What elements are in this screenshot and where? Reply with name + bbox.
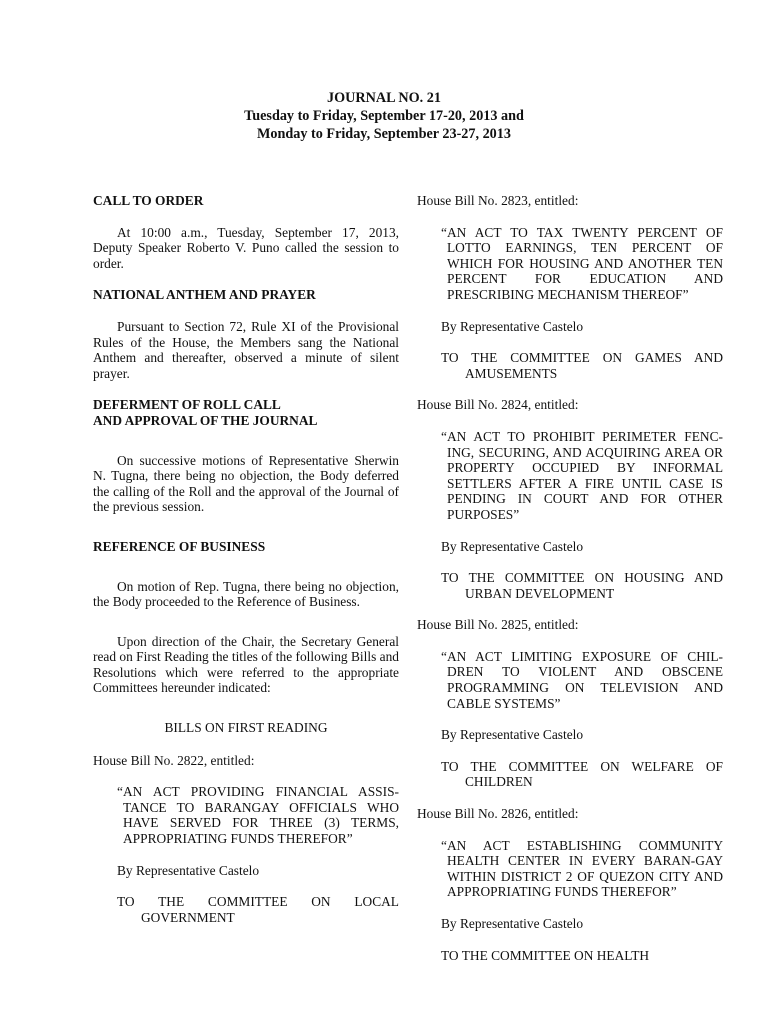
deferment-text: On successive motions of Representative Sherwin N. Tugna, there being no objection, the Body deferred the calling of the Roll and the approval of the Journal of the previous session. xyxy=(93,452,399,515)
right-column xyxy=(417,193,723,963)
hb2823-by: By Representative Castelo xyxy=(441,318,584,334)
hb2823-text: “AN ACT TO TAX TWENTY PERCENT OF LOTTO EARNINGS, TEN PERCENT OF WHICH FOR HOUSING AND ANOTHER TEN PERCENT FOR EDUCATION AND PRESCRIBING MECHANISM THEREOF” xyxy=(441,224,723,302)
reference-heading: REFERENCE OF BUSINESS xyxy=(93,538,266,554)
hb2825-by: By Representative Castelo xyxy=(441,727,584,743)
journal-dates-line2: Monday to Friday, September 23-27, 2013 xyxy=(257,126,511,142)
hb2826-by: By Representative Castelo xyxy=(441,916,584,931)
journal-header xyxy=(0,89,768,143)
hb2824-committee: TO THE COMMITTEE ON HOUSING AND URBAN DEVELOPMENT xyxy=(441,570,723,601)
reference-text-1: On motion of Rep. Tugna, there being no objection, the Body proceeded to the Reference of Business. xyxy=(93,578,399,610)
hb2825-text: “AN ACT LIMITING EXPOSURE OF CHIL-DREN TO VIOLENT AND OBSCENE PROGRAMMING ON TELEVISION AND CABLE SYSTEMS” xyxy=(441,648,723,711)
deferment-heading-line2: AND APPROVAL OF THE JOURNAL xyxy=(93,412,318,428)
hb2822-by: By Representative Castelo xyxy=(117,862,260,878)
hb2826-text: “AN ACT ESTABLISHING COMMUNITY HEALTH CENTER IN EVERY BARAN-GAY WITHIN DISTRICT 2 OF QUEZON CITY AND APPROPRIATING FUNDS THEREFOR” xyxy=(441,837,723,900)
left-column xyxy=(93,193,399,925)
hb2822-committee: TO THE COMMITTEE ON LOCAL GOVERNMENT xyxy=(117,894,399,925)
hb2824-title: House Bill No. 2824, entitled: xyxy=(417,397,579,413)
deferment-heading xyxy=(93,397,399,428)
hb2822-text: “AN ACT PROVIDING FINANCIAL ASSIS-TANCE TO BARANGAY OFFICIALS WHO HAVE SERVED FOR THREE (3) TERMS, APPROPRIATING FUNDS THEREFOR” xyxy=(117,784,399,847)
hb2824-by: By Representative Castelo xyxy=(441,538,584,554)
journal-number: JOURNAL NO. 21 xyxy=(327,90,441,106)
hb2823-committee: TO THE COMMITTEE ON GAMES AND AMUSEMENTS xyxy=(441,350,723,381)
bills-heading: BILLS ON FIRST READING xyxy=(164,720,328,736)
call-to-order-heading: CALL TO ORDER xyxy=(93,193,204,208)
hb2825-committee: TO THE COMMITTEE ON WELFARE OF CHILDREN xyxy=(441,758,723,790)
call-to-order-text: At 10:00 a.m., Tuesday, September 17, 2013, Deputy Speaker Roberto V. Puno called the session to order. xyxy=(93,224,399,271)
journal-dates-line1: Tuesday to Friday, September 17-20, 2013 and xyxy=(244,108,524,124)
anthem-text: Pursuant to Section 72, Rule XI of the Provisional Rules of the House, the Members sang the National Anthem and thereafter, observed a minute of silent prayer. xyxy=(93,318,399,381)
anthem-heading: NATIONAL ANTHEM AND PRAYER xyxy=(93,287,316,303)
hb2825-title: House Bill No. 2825, entitled: xyxy=(417,617,579,633)
hb2822-title: House Bill No. 2822, entitled: xyxy=(93,752,255,768)
deferment-heading-line1: DEFERMENT OF ROLL CALL xyxy=(93,397,281,413)
hb2824-text: “AN ACT TO PROHIBIT PERIMETER FENC-ING, SECURING, AND ACQUIRING AREA OR PROPERTY OCCUPIED BY INFORMAL SETTLERS AFTER A FIRE UNTIL CASE IS PENDING IN COURT AND FOR OTHER PURPOSES” xyxy=(441,428,723,522)
hb2826-committee: TO THE COMMITTEE ON HEALTH xyxy=(441,947,650,963)
hb2823-title: House Bill No. 2823, entitled: xyxy=(417,193,579,208)
hb2826-title: House Bill No. 2826, entitled: xyxy=(417,806,579,822)
reference-text-2: Upon direction of the Chair, the Secretary General read on First Reading the titles of the following Bills and Resolutions which were referred to the appropriate Committees hereunder indicated: xyxy=(93,633,399,696)
